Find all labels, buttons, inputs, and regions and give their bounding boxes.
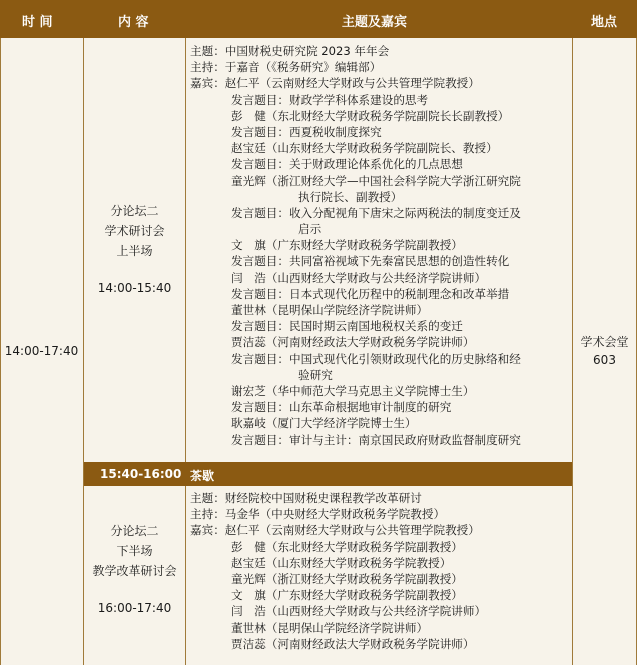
topic-line: 主题：中国财税史研究院 2023 年年会 bbox=[190, 44, 390, 58]
topic-line: 文 旗（广东财经大学财政税务学院副教授） bbox=[231, 588, 463, 603]
divider bbox=[185, 38, 186, 462]
header-topic: 主题及嘉宾 bbox=[342, 15, 408, 30]
forum2-title-line: 下半场 bbox=[116, 544, 153, 558]
topic-line: 董世林（昆明保山学院经济学院讲师） bbox=[231, 303, 429, 317]
forum1-title bbox=[84, 201, 185, 298]
topic-line: 彭 健（东北财经大学财政税务学院副院长长副教授） bbox=[231, 108, 510, 123]
topic-line: 发言题目：山东革命根据地审计制度的研究 bbox=[231, 400, 452, 415]
tea-label: 茶歇 bbox=[190, 469, 215, 483]
forum2-time: 16:00-17:40 bbox=[97, 601, 172, 615]
topic-line: 发言题目：中国式现代化引领财政现代化的历史脉络和经 bbox=[231, 351, 521, 366]
topic-line: 执行院长、副教授） bbox=[298, 189, 403, 204]
forum1-title-line: 分论坛二 bbox=[110, 204, 159, 218]
topic-line: 彭 健（东北财经大学财政税务学院副教授） bbox=[231, 539, 463, 554]
topic-line: 主题：财经院校中国财税史课程教学改革研讨 bbox=[190, 491, 422, 505]
topic-line: 启示 bbox=[298, 222, 322, 237]
divider bbox=[185, 486, 186, 665]
topic-line: 贾洁蕊（河南财经政法大学财政税务学院讲师） bbox=[231, 335, 475, 350]
topic-line: 嘉宾：赵仁平（云南财经大学财政与公共管理学院教授） bbox=[190, 76, 480, 91]
place bbox=[573, 333, 636, 369]
topic-line: 发言题目：民国时期云南国地税权关系的变迁 bbox=[231, 319, 463, 334]
header-place: 地点 bbox=[591, 15, 618, 30]
topic-line: 文 旗（广东财经大学财政税务学院副教授） bbox=[231, 238, 463, 253]
topic-line: 谢宏芝（华中师范大学马克思主义学院博士生） bbox=[231, 383, 475, 398]
header-content: 内 容 bbox=[118, 15, 149, 30]
topic-line: 主持：于嘉音（《税务研究》编辑部） bbox=[190, 60, 382, 75]
topic-line: 发言题目：收入分配视角下唐宋之际两税法的制度变迁及 bbox=[231, 205, 521, 220]
topic-line: 童光辉（浙江财经大学财政税务学院副教授） bbox=[231, 571, 463, 586]
topic-line: 赵宝廷（山东财经大学财政税务学院副院长、教授） bbox=[231, 141, 498, 156]
tea-time: 15:40-16:00 bbox=[100, 467, 182, 481]
forum1-time: 14:00-15:40 bbox=[97, 281, 172, 295]
topic-line: 闫 浩（山西财经大学财政与公共经济学院讲师） bbox=[231, 604, 487, 619]
forum2-topics bbox=[190, 490, 486, 652]
forum2-title-line: 分论坛二 bbox=[110, 524, 159, 538]
topic-line: 发言题目：共同富裕视域下先秦富民思想的创造性转化 bbox=[231, 254, 510, 269]
topic-line: 闫 浩（山西财经大学财政与公共经济学院讲师） bbox=[231, 270, 487, 285]
forum1-title-line: 上半场 bbox=[116, 244, 153, 258]
forum2-title bbox=[84, 521, 185, 618]
header-time: 时 间 bbox=[22, 15, 53, 30]
place-line: 603 bbox=[593, 353, 616, 367]
topic-line: 主持：马金华（中央财经大学财政税务学院教授） bbox=[190, 507, 446, 522]
topic-line: 赵宝廷（山东财经大学财政税务学院教授） bbox=[231, 555, 452, 570]
forum1-title-line: 学术研讨会 bbox=[104, 224, 165, 238]
topic-line: 耿嘉岐（厦门大学经济学院博士生） bbox=[231, 416, 417, 431]
topic-line: 嘉宾：赵仁平（云南财经大学财政与公共管理学院教授） bbox=[190, 523, 480, 538]
topic-line: 董世林（昆明保山学院经济学院讲师） bbox=[231, 620, 429, 635]
topic-line: 验研究 bbox=[298, 367, 333, 382]
forum1-topics bbox=[190, 43, 521, 448]
topic-line: 发言题目：审计与主计：南京国民政府财政监督制度研究 bbox=[231, 432, 521, 447]
topic-line: 童光辉（浙江财经大学—中国社会科学院大学浙江研究院 bbox=[231, 173, 521, 188]
table-header bbox=[0, 0, 637, 38]
time-span: 14:00-17:40 bbox=[4, 344, 79, 358]
topic-line: 贾洁蕊（河南财经政法大学财政税务学院讲师） bbox=[231, 636, 475, 651]
topic-line: 发言题目：西夏税收制度探究 bbox=[231, 124, 382, 139]
tea-break-row bbox=[84, 462, 572, 486]
place-line: 学术会堂 bbox=[580, 335, 629, 349]
topic-line: 发言题目：日本式现代化历程中的税制理念和改革举措 bbox=[231, 286, 510, 301]
topic-line: 发言题目：财政学学科体系建设的思考 bbox=[231, 92, 429, 107]
topic-line: 发言题目：关于财政理论体系优化的几点思想 bbox=[231, 157, 463, 172]
forum2-title-line: 教学改革研讨会 bbox=[92, 564, 177, 578]
